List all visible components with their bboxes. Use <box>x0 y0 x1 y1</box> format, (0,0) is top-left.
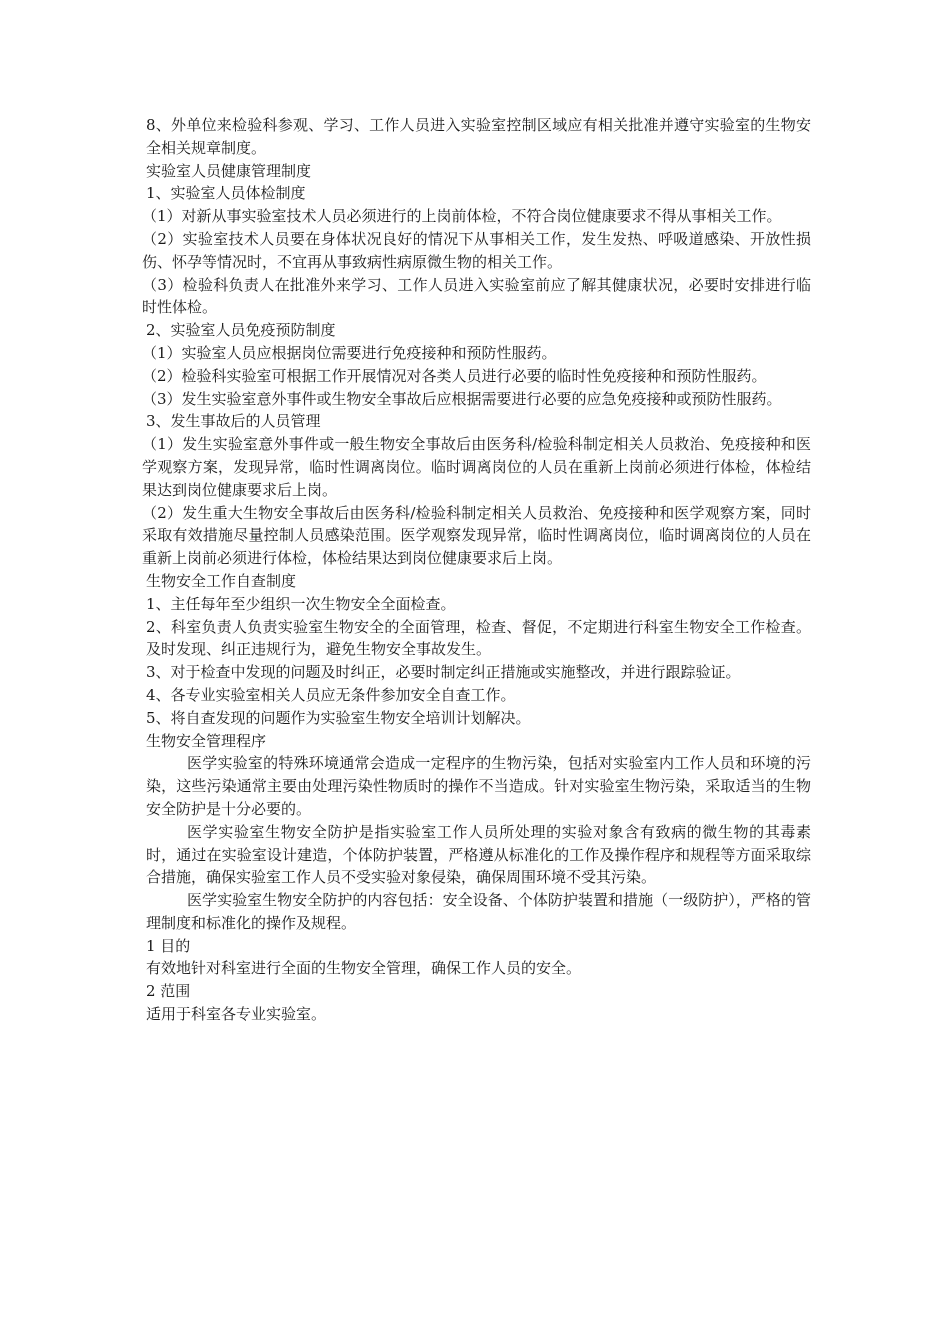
list-item: 2、科室负责人负责实验室生物安全的全面管理，检查、督促，不定期进行科室生物安全工作检查。及时发现、纠正违规行为，避免生物安全事故发生。 <box>146 617 811 659</box>
list-item: （3）发生实验室意外事件或生物安全事故后应根据需要进行必要的应急免疫接种或预防性服药。 <box>142 389 782 408</box>
heading-self-inspection: 生物安全工作自查制度 <box>146 571 297 590</box>
subheading-immunization: 2、实验室人员免疫预防制度 <box>146 321 336 340</box>
section-heading-scope: 2 范围 <box>146 982 191 1001</box>
section-heading-purpose: 1 目的 <box>146 936 191 955</box>
heading-management-procedure: 生物安全管理程序 <box>146 731 267 750</box>
list-item: 1、主任每年至少组织一次生物安全全面检查。 <box>146 594 456 613</box>
list-item: （1）对新从事实验室技术人员必须进行的上岗前体检，不符合岗位健康要求不得从事相关工作。 <box>142 207 782 226</box>
body-paragraph: 医学实验室的特殊环境通常会造成一定程序的生物污染，包括对实验室内工作人员和环境的污染，这些污染通常主要由处理污染性物质时的操作不当造成。针对实验室生物污染，采取适当的生物安全防护是十分必要的。 <box>146 754 811 818</box>
list-item: （1）实验室人员应根据岗位需要进行免疫接种和预防性服药。 <box>142 343 557 362</box>
list-item: 5、将自查发现的问题作为实验室生物安全培训计划解决。 <box>146 708 531 727</box>
subheading-physical-exam: 1、实验室人员体检制度 <box>146 184 306 203</box>
heading-health-management: 实验室人员健康管理制度 <box>146 161 312 180</box>
document-body <box>142 114 811 1026</box>
paragraph-rule-8: 8、外单位来检验科参观、学习、工作人员进入实验室控制区域应有相关批准并遵守实验室的生物安全相关规章制度。 <box>146 116 811 157</box>
body-paragraph: 有效地针对科室进行全面的生物安全管理，确保工作人员的安全。 <box>146 959 582 978</box>
list-item: （3）检验科负责人在批准外来学习、工作人员进入实验室前应了解其健康状况，必要时安排进行临时性体检。 <box>142 275 811 317</box>
list-item: 4、各专业实验室相关人员应无条件参加安全自查工作。 <box>146 685 516 704</box>
subheading-post-accident: 3、发生事故后的人员管理 <box>146 412 321 431</box>
list-item: （2）发生重大生物安全事故后由医务科/检验科制定相关人员救治、免疫接种和医学观察方案，同时采取有效措施尽量控制人员感染范围。医学观察发现异常，临时性调离岗位，临时调离岗位的人员在重新上岗前必须进行体检，体检结果达到岗位健康要求后上岗。 <box>142 503 811 568</box>
body-paragraph: 医学实验室生物安全防护的内容包括：安全设备、个体防护装置和措施（一级防护），严格的管理制度和标准化的操作及规程。 <box>146 891 811 932</box>
list-item: （2）检验科实验室可根据工作开展情况对各类人员进行必要的临时性免疫接种和预防性服药。 <box>142 366 767 385</box>
list-item: （2）实验室技术人员要在身体状况良好的情况下从事相关工作，发生发热、呼吸道感染、开放性损伤、怀孕等情况时，不宜再从事致病性病原微生物的相关工作。 <box>142 229 811 271</box>
body-paragraph: 医学实验室生物安全防护是指实验室工作人员所处理的实验对象含有致病的微生物的其毒素时，通过在实验室设计建造，个体防护装置，严格遵从标准化的工作及操作程序和规程等方面采取综合措施，确保实验室工作人员不受实验对象侵染，确保周围环境不受其污染。 <box>146 822 811 887</box>
body-paragraph: 适用于科室各专业实验室。 <box>146 1005 327 1024</box>
list-item: 3、对于检查中发现的问题及时纠正，必要时制定纠正措施或实施整改，并进行跟踪验证。 <box>146 663 741 682</box>
list-item: （1）发生实验室意外事件或一般生物安全事故后由医务科/检验科制定相关人员救治、免疫接种和医学观察方案，发现异常，临时性调离岗位。临时调离岗位的人员在重新上岗前必须进行体检，体检结果达到岗位健康要求后上岗。 <box>142 435 811 499</box>
